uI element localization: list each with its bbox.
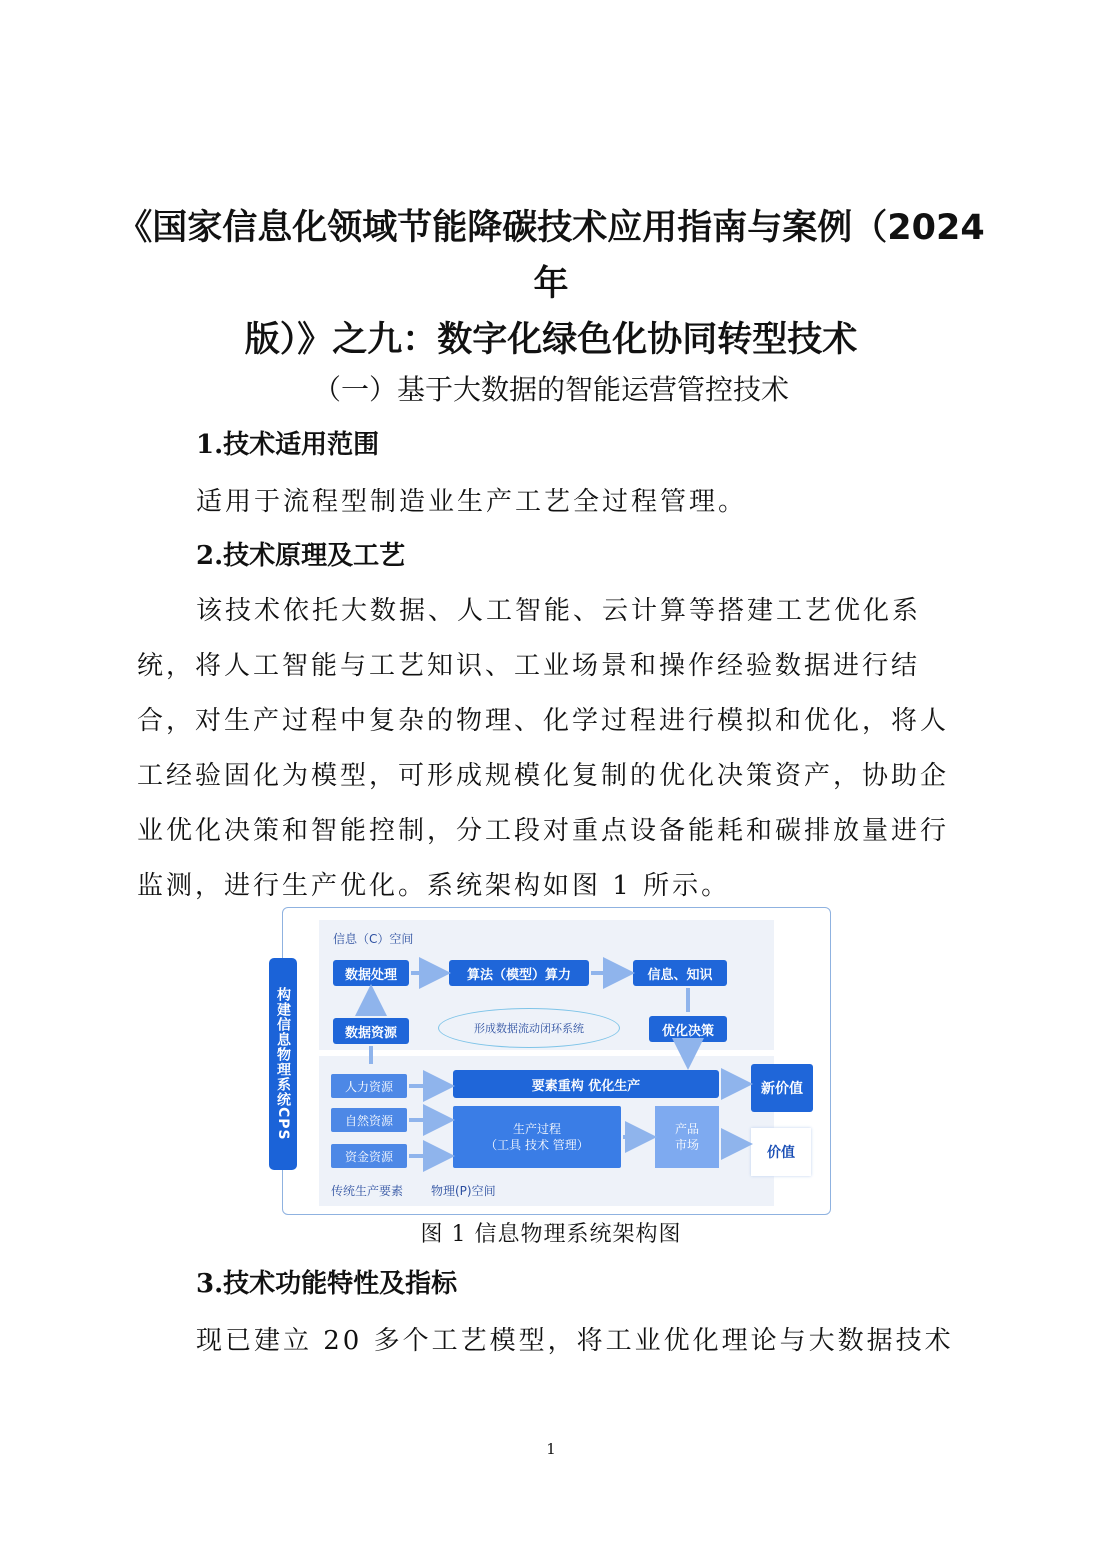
cps-bar: 构建信息物理系统CPS	[269, 958, 297, 1170]
production-line-1: 生产过程	[512, 1122, 561, 1136]
figure-caption: 图 1 信息物理系统架构图	[420, 1222, 682, 1247]
physical-space-label: 物理(P)空间	[431, 1184, 496, 1198]
algorithm-box: 算法（模型）算力	[449, 960, 589, 986]
heading-2: 2.技术原理及工艺	[196, 541, 406, 571]
element-reorg-box: 要素重构 优化生产	[453, 1070, 719, 1098]
optimize-decision-box: 优化决策	[649, 1016, 727, 1042]
section-heading: （一）基于大数据的智能运营管控技术	[312, 373, 789, 406]
page-number: 1	[546, 1440, 556, 1458]
new-value-box: 新价值	[751, 1064, 813, 1112]
cyber-space-label: 信息（C）空间	[333, 932, 414, 946]
flow-arrows	[283, 908, 832, 1216]
natural-resources-box: 自然资源	[331, 1108, 407, 1132]
architecture-figure	[275, 907, 831, 1215]
paragraph-3: 现已建立 20 多个工艺模型，将工业优化理论与大数据技术	[196, 1326, 954, 1356]
heading-1: 1.技术适用范围	[196, 430, 380, 460]
traditional-factors-label: 传统生产要素	[331, 1184, 404, 1198]
capital-resources-box: 资金资源	[331, 1144, 407, 1168]
info-knowledge-box: 信息、知识	[633, 960, 727, 986]
production-line-2: （工具 技术 管理）	[485, 1138, 589, 1152]
human-resources-box: 人力资源	[331, 1074, 407, 1098]
document-title	[100, 200, 1002, 368]
heading-3: 3.技术功能特性及指标	[196, 1269, 458, 1299]
paragraph-2: 该技术依托大数据、人工智能、云计算等搭建工艺优化系统，将人工智能与工艺知识、工业场景和操作经验数据进行结合，对生产过程中复杂的物理、化学过程进行模拟和优化，将人工经验固化为模型，可形成规模化复制的优化决策资产，协助企业优化决策和智能控制，分工段对重点设备能耗和碳排放量进行监测，进行生产优化。系统架构如图 1 所示。	[137, 596, 950, 901]
data-processing-box: 数据处理	[333, 960, 409, 986]
paragraph-1: 适用于流程型制造业生产工艺全过程管理。	[196, 487, 748, 517]
closed-loop-ellipse: 形成数据流动闭环系统	[438, 1008, 620, 1048]
value-box: 价值	[751, 1128, 811, 1176]
market-line-1: 产品	[674, 1122, 699, 1136]
data-resources-box: 数据资源	[333, 1018, 409, 1044]
market-line-2: 市场	[674, 1138, 699, 1152]
title-line-2: 版）》之九：数字化绿色化协同转型技术	[244, 320, 858, 360]
title-line-1: 《国家信息化领域节能降碳技术应用指南与案例（2024 年	[117, 208, 985, 304]
